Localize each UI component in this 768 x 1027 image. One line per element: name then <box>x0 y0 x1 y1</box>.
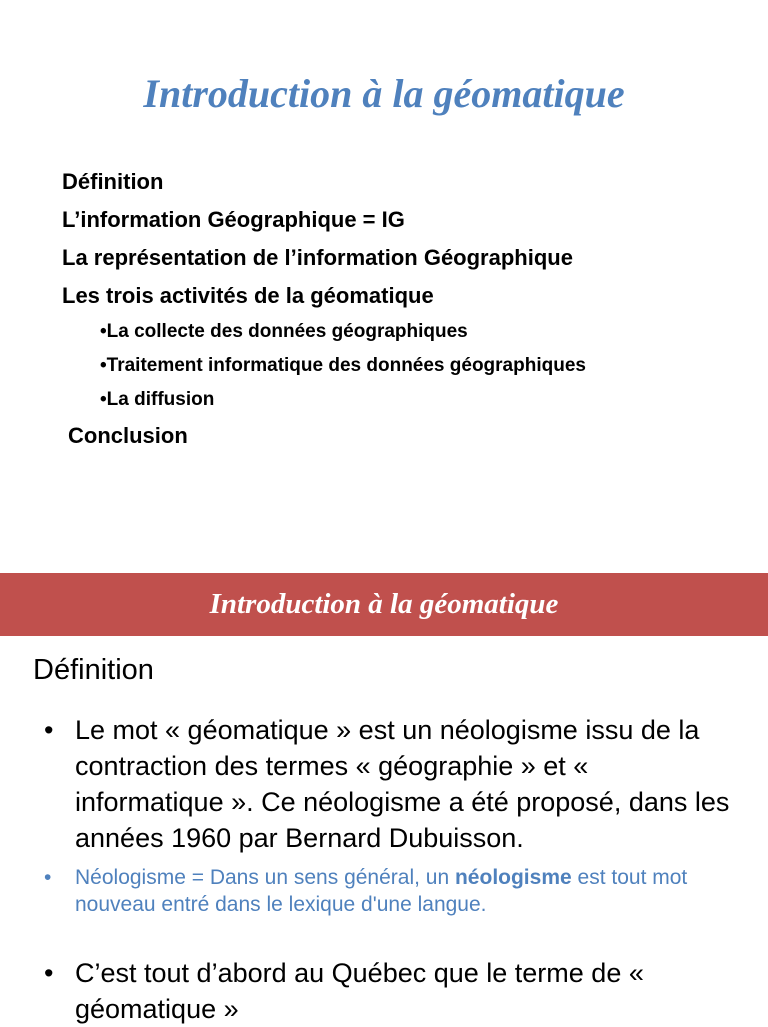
outline-subitem-traitement <box>62 349 586 383</box>
bullet-dot-icon: • <box>44 958 54 988</box>
bullet-dot-icon: • <box>44 715 54 745</box>
bullet-neologisme-note <box>44 864 744 918</box>
bullet-neologisme-after: est tout mot nouveau entré dans le lexique d'une langue. <box>75 866 688 916</box>
outline-item-trois-activites: Les trois activités de la géomatique <box>62 283 434 308</box>
outline-subitem-traitement-label: Traitement informatique des données géographiques <box>106 355 586 376</box>
outline-item-conclusion: Conclusion <box>68 423 188 448</box>
outline-item-definition: Définition <box>62 169 164 194</box>
bullet-geomatique-origin <box>44 712 744 856</box>
outline-subitem-diffusion <box>62 383 586 417</box>
outline-subitem-collecte-label: La collecte des données géographiques <box>106 321 468 342</box>
outline-item-representation: La représentation de l’information Géographique <box>62 245 573 270</box>
slide-1-title: Introduction à la géomatique <box>143 71 625 116</box>
definition-bullets <box>44 712 744 1027</box>
bullet-quebec-text: C’est tout d’abord au Québec que le terme de « géomatique » <box>75 958 644 1024</box>
outline-subitem-diffusion-label: La diffusion <box>106 389 215 410</box>
section-heading-definition: Définition <box>33 654 154 686</box>
outline-item-information-geographique: L’information Géographique = IG <box>62 207 405 232</box>
bullet-neologisme-bold: néologisme <box>454 866 572 889</box>
slide-2-title: Introduction à la géomatique <box>209 588 559 620</box>
bullet-neologisme-before: Néologisme = Dans un sens général, un <box>75 866 455 889</box>
bullet-quebec <box>44 955 744 1027</box>
outline-list <box>62 163 586 455</box>
outline-subitem-collecte <box>62 315 586 349</box>
bullet-geomatique-origin-text: Le mot « géomatique » est un néologisme issu de la contraction des termes « géographie » et « informatique ». Ce néologisme a été proposé, dans les années 1960 par Bernard Dubuisson. <box>75 715 730 853</box>
slide-2-title-band <box>0 573 768 636</box>
bullet-dot-icon: • <box>44 866 52 889</box>
